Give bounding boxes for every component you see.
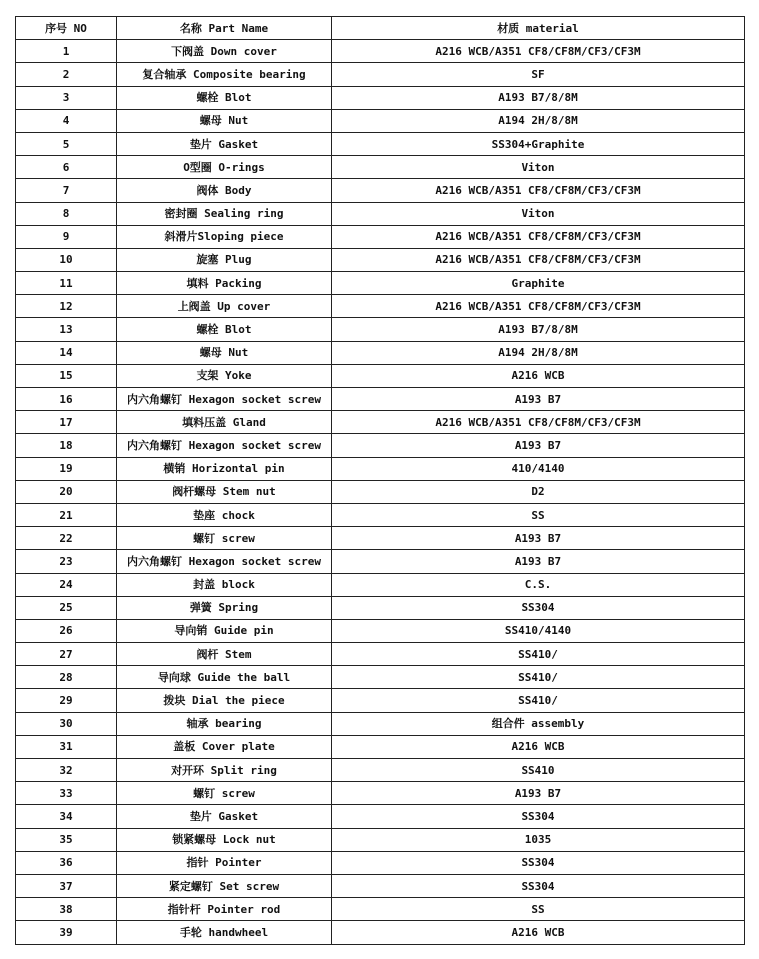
cell-material: A193 B7 [332, 388, 745, 411]
cell-part-name: 阀体 Body [117, 179, 332, 202]
table-row [16, 63, 745, 86]
cell-no: 35 [16, 828, 117, 851]
cell-part-name: 内六角螺钉 Hexagon socket screw [117, 550, 332, 573]
cell-no: 34 [16, 805, 117, 828]
cell-part-name: 下阀盖 Down cover [117, 40, 332, 63]
table-row [16, 735, 745, 758]
cell-part-name: 垫片 Gasket [117, 805, 332, 828]
cell-material: A194 2H/8/8M [332, 341, 745, 364]
cell-material: SF [332, 63, 745, 86]
cell-material: A216 WCB [332, 364, 745, 387]
cell-no: 16 [16, 388, 117, 411]
cell-material: A216 WCB/A351 CF8/CF8M/CF3/CF3M [332, 225, 745, 248]
table-row [16, 388, 745, 411]
cell-no: 28 [16, 666, 117, 689]
table-row [16, 643, 745, 666]
cell-no: 37 [16, 874, 117, 897]
table-row [16, 457, 745, 480]
table-body [16, 40, 745, 944]
cell-part-name: 旋塞 Plug [117, 248, 332, 271]
cell-material: SS410/ [332, 643, 745, 666]
cell-no: 15 [16, 364, 117, 387]
table-row [16, 179, 745, 202]
cell-part-name: 封盖 block [117, 573, 332, 596]
cell-no: 6 [16, 156, 117, 179]
cell-part-name: 锁紧螺母 Lock nut [117, 828, 332, 851]
cell-no: 21 [16, 503, 117, 526]
table-row [16, 225, 745, 248]
table-row [16, 828, 745, 851]
cell-no: 23 [16, 550, 117, 573]
cell-material: A193 B7/8/8M [332, 318, 745, 341]
parts-table [15, 16, 745, 945]
table-row [16, 759, 745, 782]
table-row [16, 503, 745, 526]
cell-no: 32 [16, 759, 117, 782]
cell-no: 11 [16, 272, 117, 295]
table-row [16, 805, 745, 828]
cell-material: A216 WCB [332, 735, 745, 758]
cell-no: 17 [16, 411, 117, 434]
cell-no: 27 [16, 643, 117, 666]
cell-material: D2 [332, 480, 745, 503]
table-row [16, 411, 745, 434]
table-row [16, 712, 745, 735]
cell-no: 2 [16, 63, 117, 86]
cell-no: 9 [16, 225, 117, 248]
table-row [16, 851, 745, 874]
cell-part-name: 盖板 Cover plate [117, 735, 332, 758]
cell-part-name: 手轮 handwheel [117, 921, 332, 944]
table-row [16, 86, 745, 109]
table-row [16, 364, 745, 387]
cell-material: A216 WCB/A351 CF8/CF8M/CF3/CF3M [332, 40, 745, 63]
cell-no: 19 [16, 457, 117, 480]
cell-no: 14 [16, 341, 117, 364]
cell-material: 410/4140 [332, 457, 745, 480]
table-row [16, 596, 745, 619]
cell-part-name: 横销 Horizontal pin [117, 457, 332, 480]
cell-part-name: 复合轴承 Composite bearing [117, 63, 332, 86]
cell-material: A216 WCB [332, 921, 745, 944]
cell-material: A193 B7 [332, 782, 745, 805]
cell-no: 39 [16, 921, 117, 944]
cell-no: 3 [16, 86, 117, 109]
table-row [16, 341, 745, 364]
table-row [16, 898, 745, 921]
cell-material: A194 2H/8/8M [332, 109, 745, 132]
cell-part-name: 上阀盖 Up cover [117, 295, 332, 318]
cell-part-name: 内六角螺钉 Hexagon socket screw [117, 434, 332, 457]
cell-no: 25 [16, 596, 117, 619]
table-row [16, 248, 745, 271]
cell-no: 29 [16, 689, 117, 712]
cell-part-name: 阀杆螺母 Stem nut [117, 480, 332, 503]
table-row [16, 132, 745, 155]
cell-part-name: 密封圈 Sealing ring [117, 202, 332, 225]
cell-part-name: 内六角螺钉 Hexagon socket screw [117, 388, 332, 411]
cell-no: 30 [16, 712, 117, 735]
column-header-part-name: 名称 Part Name [117, 17, 332, 40]
cell-material: SS410 [332, 759, 745, 782]
cell-no: 1 [16, 40, 117, 63]
cell-part-name: 螺钉 screw [117, 527, 332, 550]
cell-material: SS410/ [332, 666, 745, 689]
cell-part-name: 导向销 Guide pin [117, 619, 332, 642]
cell-no: 22 [16, 527, 117, 550]
cell-part-name: 垫座 chock [117, 503, 332, 526]
cell-part-name: 螺栓 Blot [117, 86, 332, 109]
table-row [16, 619, 745, 642]
cell-material: A216 WCB/A351 CF8/CF8M/CF3/CF3M [332, 248, 745, 271]
cell-material: A193 B7 [332, 527, 745, 550]
cell-material: Viton [332, 156, 745, 179]
cell-material: SS410/4140 [332, 619, 745, 642]
cell-part-name: 阀杆 Stem [117, 643, 332, 666]
cell-material: SS304 [332, 596, 745, 619]
table-row [16, 434, 745, 457]
cell-part-name: 支架 Yoke [117, 364, 332, 387]
cell-no: 36 [16, 851, 117, 874]
cell-material: 1035 [332, 828, 745, 851]
table-row [16, 782, 745, 805]
cell-part-name: 螺母 Nut [117, 109, 332, 132]
cell-no: 24 [16, 573, 117, 596]
cell-no: 33 [16, 782, 117, 805]
cell-material: 组合件 assembly [332, 712, 745, 735]
cell-no: 8 [16, 202, 117, 225]
cell-part-name: 导向球 Guide the ball [117, 666, 332, 689]
cell-part-name: 轴承 bearing [117, 712, 332, 735]
cell-no: 18 [16, 434, 117, 457]
cell-material: Viton [332, 202, 745, 225]
cell-material: SS304 [332, 874, 745, 897]
cell-material: A193 B7/8/8M [332, 86, 745, 109]
cell-no: 4 [16, 109, 117, 132]
cell-material: A193 B7 [332, 434, 745, 457]
table-row [16, 666, 745, 689]
table-row [16, 573, 745, 596]
cell-no: 12 [16, 295, 117, 318]
cell-material: Graphite [332, 272, 745, 295]
cell-no: 13 [16, 318, 117, 341]
cell-part-name: 拨块 Dial the piece [117, 689, 332, 712]
cell-part-name: 填料 Packing [117, 272, 332, 295]
cell-material: SS304 [332, 805, 745, 828]
table-header-row [16, 17, 745, 40]
cell-no: 20 [16, 480, 117, 503]
column-header-material: 材质 material [332, 17, 745, 40]
table-row [16, 921, 745, 944]
cell-part-name: 斜滑片Sloping piece [117, 225, 332, 248]
cell-material: SS304 [332, 851, 745, 874]
table-row [16, 689, 745, 712]
cell-no: 31 [16, 735, 117, 758]
cell-material: C.S. [332, 573, 745, 596]
cell-part-name: 弹簧 Spring [117, 596, 332, 619]
cell-material: A193 B7 [332, 550, 745, 573]
cell-material: SS304+Graphite [332, 132, 745, 155]
table-row [16, 527, 745, 550]
cell-material: SS410/ [332, 689, 745, 712]
cell-material: A216 WCB/A351 CF8/CF8M/CF3/CF3M [332, 411, 745, 434]
cell-part-name: 指针杆 Pointer rod [117, 898, 332, 921]
column-header-no: 序号 NO [16, 17, 117, 40]
cell-part-name: 螺钉 screw [117, 782, 332, 805]
cell-part-name: 对开环 Split ring [117, 759, 332, 782]
table-row [16, 874, 745, 897]
table-row [16, 318, 745, 341]
table-row [16, 272, 745, 295]
cell-no: 38 [16, 898, 117, 921]
cell-part-name: 填料压盖 Gland [117, 411, 332, 434]
cell-material: A216 WCB/A351 CF8/CF8M/CF3/CF3M [332, 179, 745, 202]
cell-part-name: 螺栓 Blot [117, 318, 332, 341]
cell-no: 7 [16, 179, 117, 202]
table-row [16, 295, 745, 318]
table-row [16, 156, 745, 179]
cell-material: SS [332, 898, 745, 921]
table-row [16, 40, 745, 63]
cell-no: 10 [16, 248, 117, 271]
cell-material: A216 WCB/A351 CF8/CF8M/CF3/CF3M [332, 295, 745, 318]
cell-part-name: 螺母 Nut [117, 341, 332, 364]
table-row [16, 202, 745, 225]
cell-part-name: 指针 Pointer [117, 851, 332, 874]
cell-part-name: O型圈 O-rings [117, 156, 332, 179]
table-row [16, 480, 745, 503]
cell-part-name: 垫片 Gasket [117, 132, 332, 155]
cell-material: SS [332, 503, 745, 526]
cell-no: 5 [16, 132, 117, 155]
cell-part-name: 紧定螺钉 Set screw [117, 874, 332, 897]
cell-no: 26 [16, 619, 117, 642]
table-row [16, 109, 745, 132]
table-row [16, 550, 745, 573]
